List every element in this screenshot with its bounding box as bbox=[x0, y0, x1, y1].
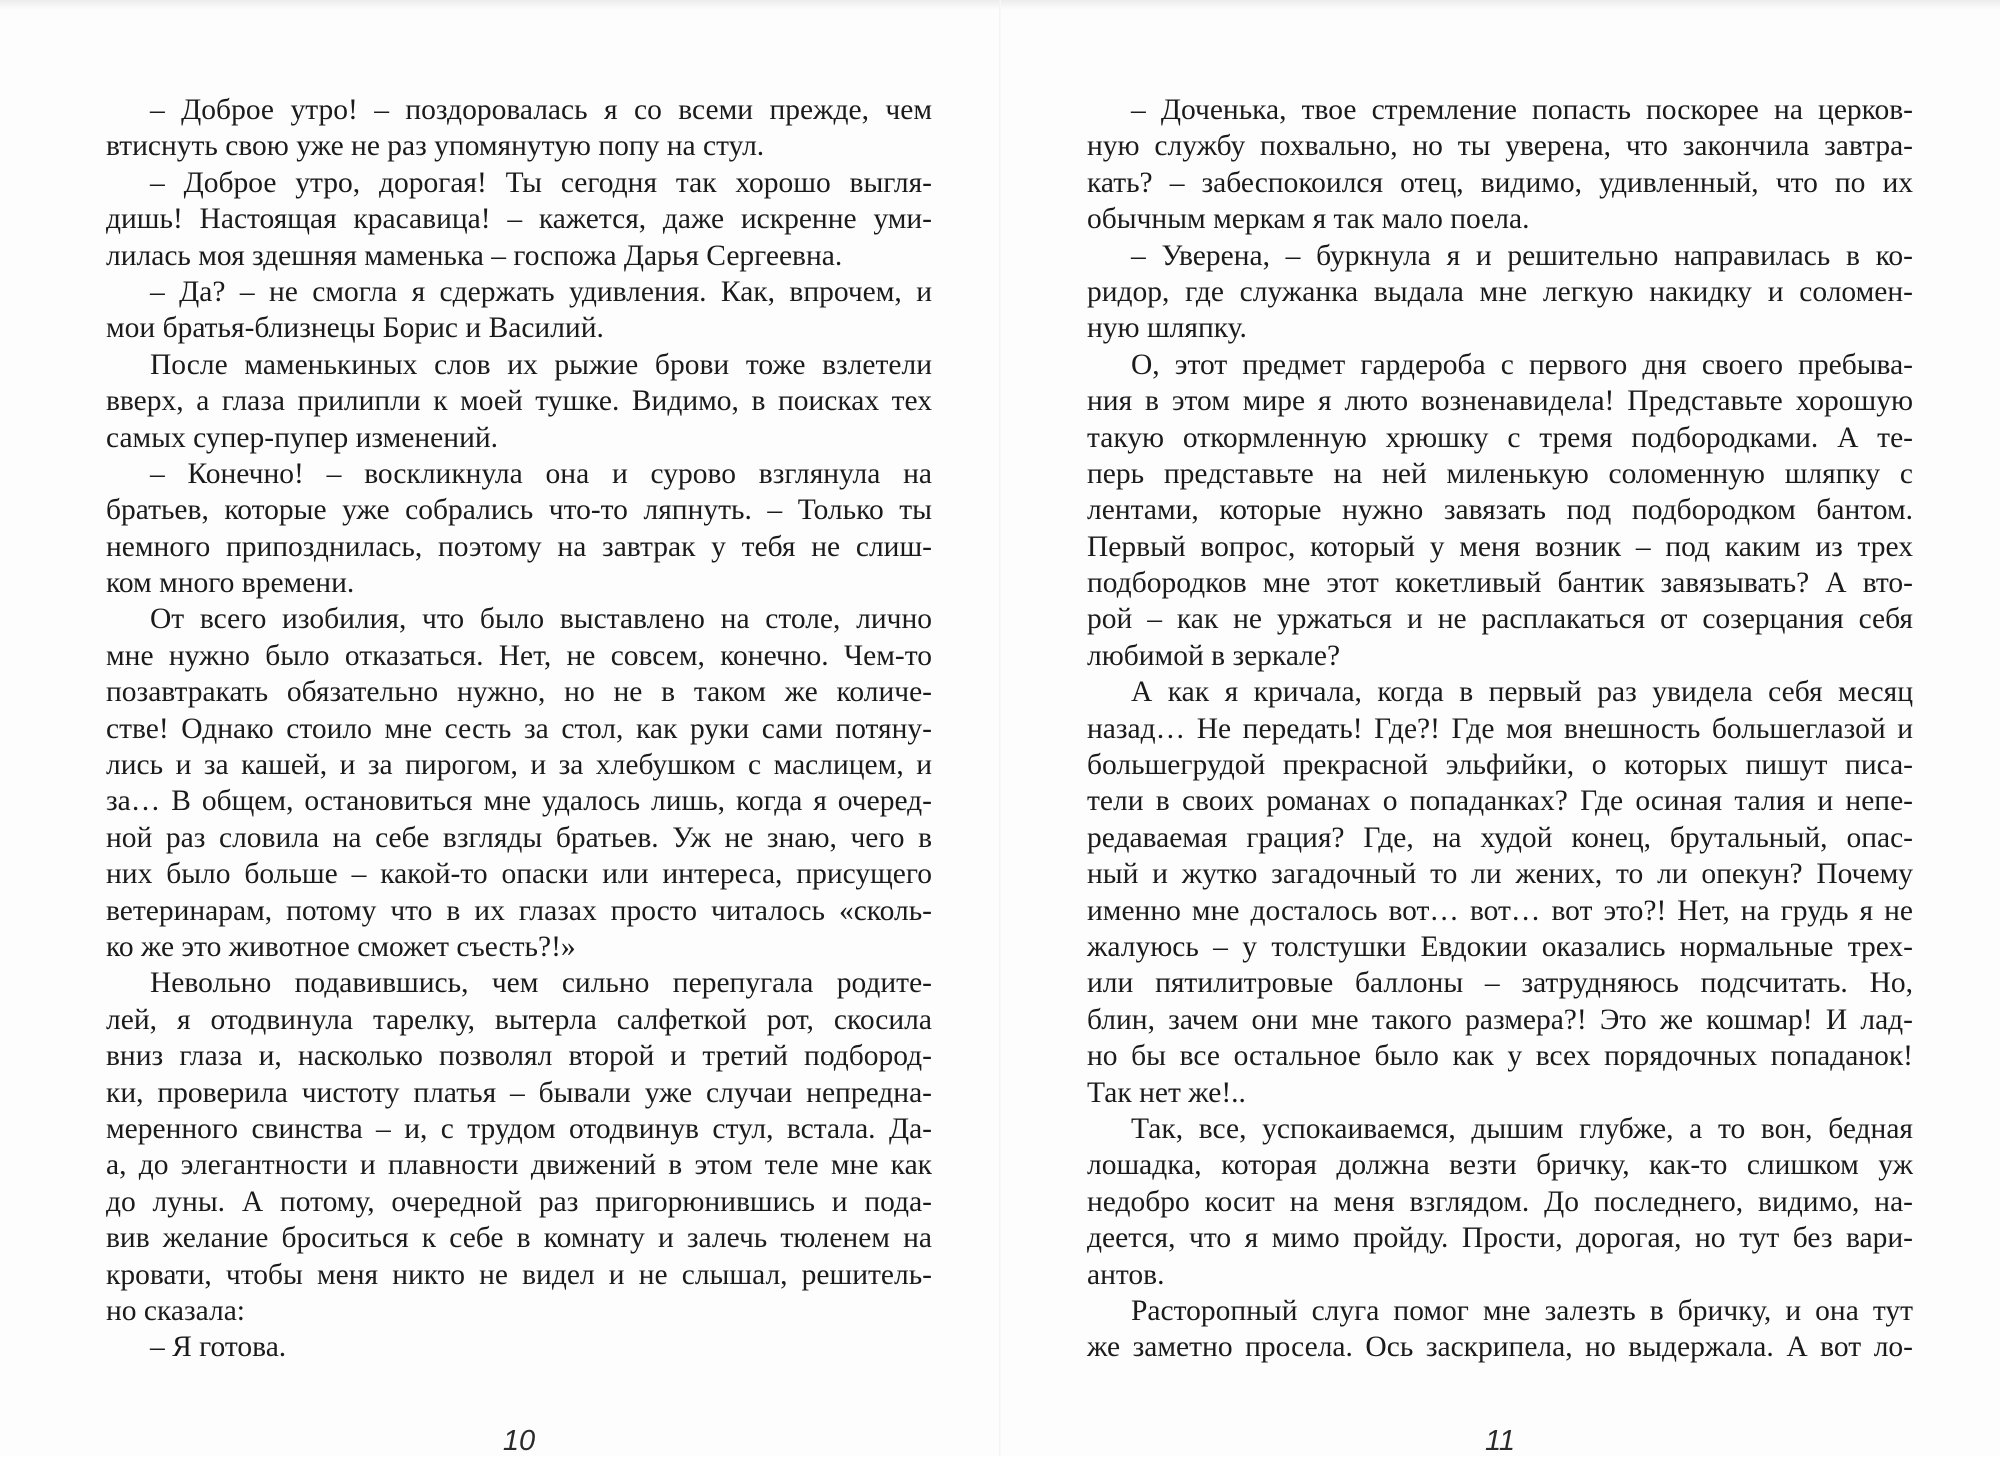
text-line: – Доброе утро, дорогая! Ты сегодня так хорошо выгля- bbox=[150, 166, 932, 199]
text-line: – Уверена, – буркнула я и решительно направилась в ко- bbox=[1131, 239, 1913, 272]
text-line: же заметно просела. Ось заскрипела, но выдержала. А вот ло- bbox=[1087, 1331, 1913, 1364]
text-line: После маменькиных слов их рыжие брови тоже взлетели bbox=[150, 348, 932, 381]
text-line: О, этот предмет гардероба с первого дня своего пребыва- bbox=[1131, 348, 1913, 381]
text-line: назад… Не передать! Где?! Где моя внешность большеглазой и bbox=[1087, 712, 1913, 745]
text-line: но бы все остальное было как у всех порядочных попаданок! bbox=[1087, 1040, 1913, 1073]
text-line: рой – как не уржаться и не расплакаться от созерцания себя bbox=[1087, 603, 1913, 636]
text-line: немного припозднилась, поэтому на завтрак у тебя не слиш- bbox=[106, 530, 932, 563]
text-line: ко же это животное сможет съесть?!» bbox=[106, 930, 576, 963]
text-line: за… В общем, остановиться мне удалось лишь, когда я очеред- bbox=[106, 785, 932, 818]
text-line: перь представьте на ней миленькую соломенную шляпку с bbox=[1087, 457, 1913, 490]
text-line: ветеринарам, потому что в их глазах просто читалось «сколь- bbox=[106, 894, 932, 927]
text-line: вверх, а глаза прилипли к моей тушке. Видимо, в поисках тех bbox=[106, 385, 932, 418]
text-line: кать? – забеспокоился отец, видимо, удивленный, что по их bbox=[1087, 166, 1913, 199]
text-line: дишь! Настоящая красавица! – кажется, даже искренне уми- bbox=[106, 203, 932, 236]
text-line: самых супер-пупер изменений. bbox=[106, 421, 499, 454]
text-line: – Я готова. bbox=[150, 1331, 287, 1364]
text-line: ную службу похвально, но ты уверена, что закончила завтра- bbox=[1087, 130, 1913, 163]
text-line: деется, что я мимо пройду. Прости, дорогая, но тут без вари- bbox=[1087, 1222, 1913, 1255]
text-line: стве! Однако стоило мне сесть за стол, как руки сами потяну- bbox=[106, 712, 932, 745]
text-line: лей, я отодвинула тарелку, вытерла салфеткой рот, скосила bbox=[106, 1003, 932, 1036]
text-line: Невольно подавившись, чем сильно перепугала родите- bbox=[150, 967, 932, 1000]
text-line: лись и за кашей, и за пирогом, и за хлебушком с маслицем, и bbox=[106, 749, 932, 782]
text-line: но сказала: bbox=[106, 1294, 246, 1327]
text-line: ния в этом мире я люто возненавидела! Представьте хорошую bbox=[1087, 385, 1913, 418]
text-line: лентами, которые нужно завязать под подбородком бантом. bbox=[1087, 494, 1913, 527]
text-line: жалуюсь – у толстушки Евдокии оказались нормальные трех- bbox=[1087, 930, 1913, 963]
text-line: них было больше – какой-то опаски или интереса, присущего bbox=[106, 858, 932, 891]
text-line: ком много времени. bbox=[106, 567, 355, 600]
text-line: мои братья-близнецы Борис и Василий. bbox=[106, 312, 604, 345]
text-line: до луны. А потому, очередной раз пригорюнившись и пода- bbox=[106, 1185, 932, 1218]
text-line: или пятилитровые баллоны – затрудняюсь подсчитать. Но, bbox=[1087, 967, 1913, 1000]
text-line: именно мне досталось вот… вот… вот это?! Нет, на грудь я не bbox=[1087, 894, 1913, 927]
text-line: тели в своих романах о попаданках? Где осиная талия и непе- bbox=[1087, 785, 1913, 818]
text-line: ридор, где служанка выдала мне легкую накидку и соломен- bbox=[1087, 275, 1913, 308]
left-page bbox=[106, 92, 932, 1457]
text-line: подбородков мне этот кокетливый бантик завязывать? А вто- bbox=[1087, 567, 1913, 600]
text-line: ную шляпку. bbox=[1087, 312, 1247, 345]
text-line: От всего изобилия, что было выставлено на столе, лично bbox=[150, 603, 932, 636]
book-gutter bbox=[999, 0, 1001, 1456]
text-line: редаваемая грация? Где, на худой конец, брутальный, опас- bbox=[1087, 821, 1913, 854]
text-line: недобро косит на меня взглядом. До последнего, видимо, на- bbox=[1087, 1185, 1913, 1218]
text-line: ной раз словила на себе взгляды братьев. Уж не знаю, чего в bbox=[106, 821, 932, 854]
text-line: А как я кричала, когда в первый раз увидела себя месяц bbox=[1131, 676, 1913, 709]
text-line: – Конечно! – воскликнула она и сурово взглянула на bbox=[150, 457, 932, 490]
text-line: лилась моя здешняя маменька – госпожа Дарья Сергеевна. bbox=[106, 239, 843, 272]
text-line: Расторопный слуга помог мне залезть в бричку, и она тут bbox=[1131, 1294, 1913, 1327]
left-page-number: 10 bbox=[502, 1425, 536, 1457]
text-line: вив желание броситься к себе в комнату и залечь тюленем на bbox=[106, 1222, 932, 1255]
text-line: меренного свинства – и, с трудом отодвинув стул, встала. Да- bbox=[106, 1112, 932, 1145]
text-line: лошадка, которая должна везти бричку, как-то слишком уж bbox=[1087, 1149, 1913, 1182]
text-line: братьев, которые уже собрались что-то ляпнуть. – Только ты bbox=[106, 494, 932, 527]
text-line: вниз глаза и, насколько позволял второй и третий подбород- bbox=[106, 1040, 932, 1073]
text-line: обычным меркам я так мало поела. bbox=[1087, 203, 1530, 236]
right-page bbox=[1087, 92, 1913, 1457]
text-line: любимой в зеркале? bbox=[1087, 639, 1341, 672]
text-line: такую откормленную хрюшку с тремя подбородками. А те- bbox=[1087, 421, 1913, 454]
text-line: антов. bbox=[1087, 1258, 1165, 1291]
text-line: Так, все, успокаиваемся, дышим глубже, а то вон, бедная bbox=[1131, 1112, 1913, 1145]
text-line: Первый вопрос, который у меня возник – под каким из трех bbox=[1087, 530, 1913, 563]
text-line: втиснуть свою уже не раз упомянутую попу на стул. bbox=[106, 130, 765, 163]
text-line: – Доченька, твое стремление попасть поскорее на церков- bbox=[1131, 94, 1913, 126]
text-line: а, до элегантности и плавности движений в этом теле мне как bbox=[106, 1149, 932, 1182]
text-line: – Доброе утро! – поздоровалась я со всеми прежде, чем bbox=[150, 94, 932, 126]
text-line: мне нужно было отказаться. Нет, не совсем, конечно. Чем-то bbox=[106, 639, 932, 672]
left-page-text bbox=[106, 92, 932, 1364]
text-line: Так нет же!.. bbox=[1087, 1076, 1246, 1109]
text-line: ки, проверила чистоту платья – бывали уже случаи непредна- bbox=[106, 1076, 932, 1109]
text-line: кровати, чтобы меня никто не видел и не слышал, решитель- bbox=[106, 1258, 932, 1291]
text-line: большегрудой прекрасной эльфийки, о которых пишут писа- bbox=[1087, 749, 1913, 782]
text-line: – Да? – не смогла я сдержать удивления. Как, впрочем, и bbox=[150, 275, 932, 308]
text-line: позавтракать обязательно нужно, но не в таком же количе- bbox=[106, 676, 932, 709]
right-page-text bbox=[1087, 92, 1913, 1364]
text-line: ный и жутко загадочный то ли жених, то ли опекун? Почему bbox=[1087, 858, 1913, 891]
text-line: блин, зачем они мне такого размера?! Это же кошмар! И лад- bbox=[1087, 1003, 1913, 1036]
right-page-number: 11 bbox=[1484, 1425, 1516, 1457]
